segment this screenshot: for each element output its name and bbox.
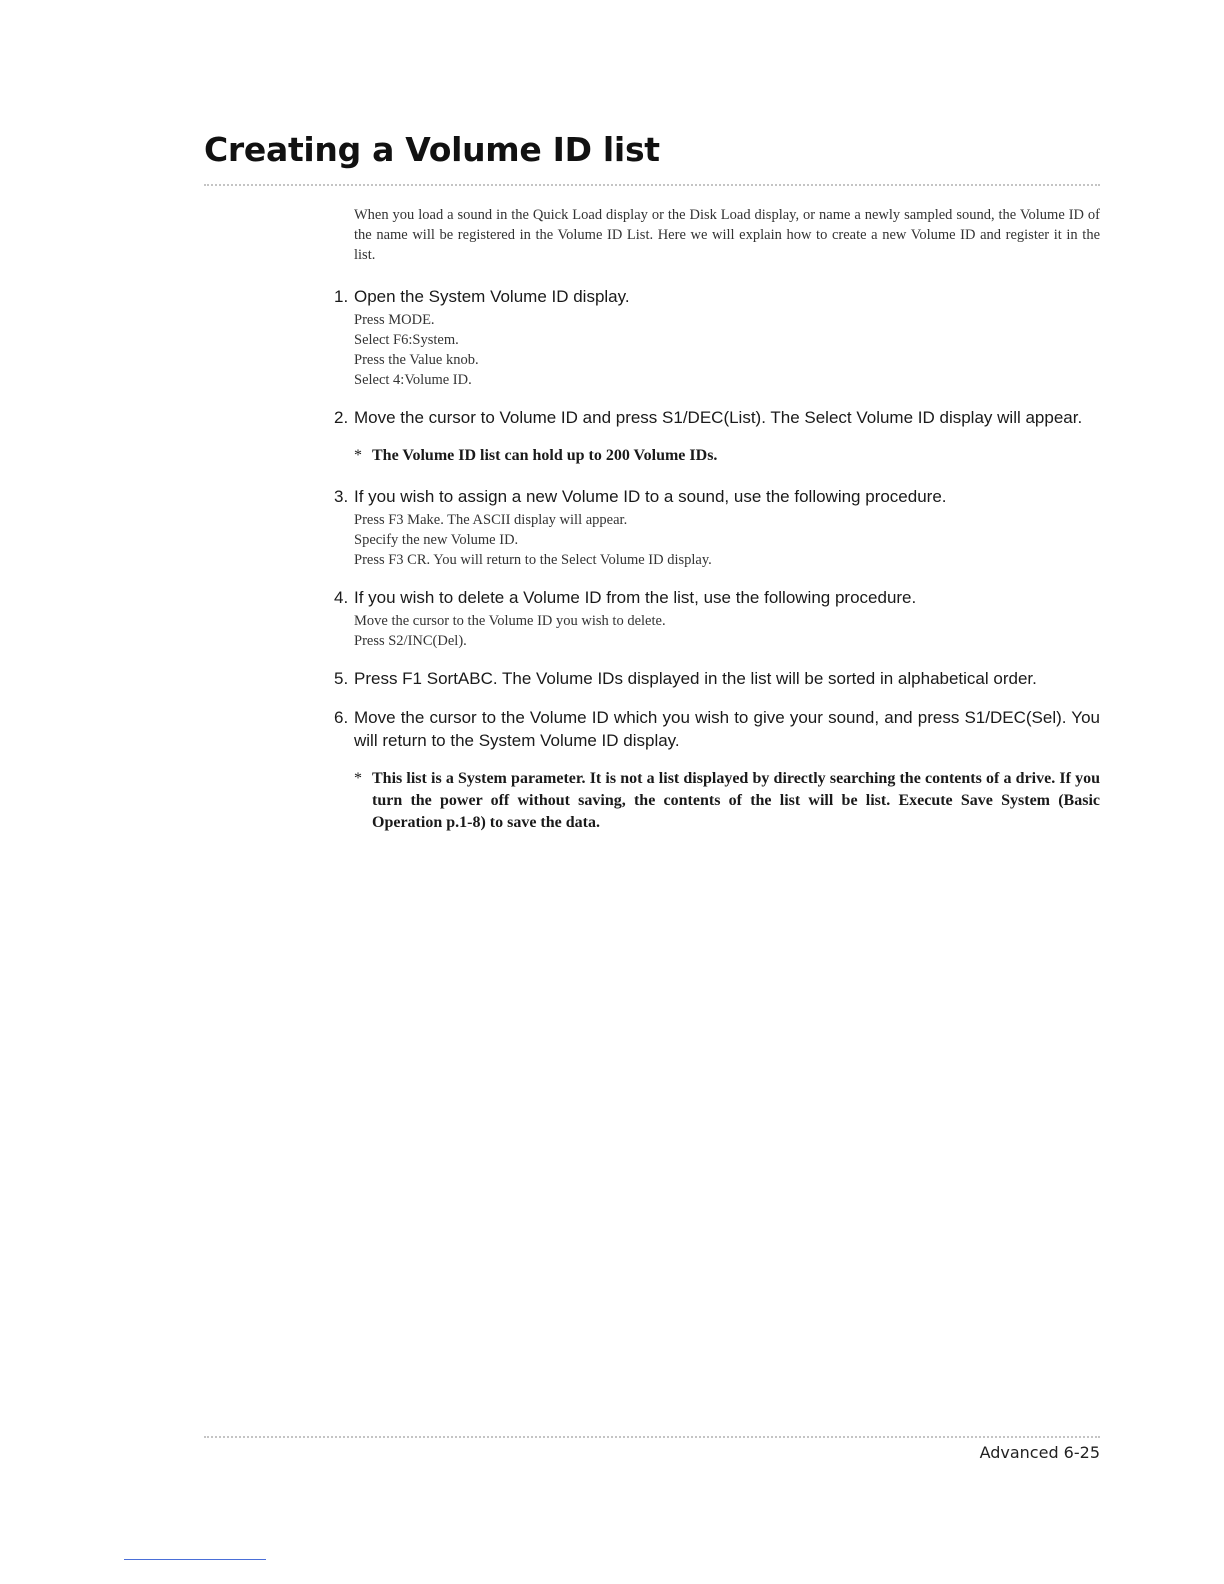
page-number: Advanced 6-25 — [979, 1443, 1100, 1462]
title-divider — [204, 184, 1100, 186]
step-5 — [334, 667, 1100, 690]
step-number: 2. — [334, 408, 349, 427]
page-title: Creating a Volume ID list — [204, 130, 660, 169]
step-number: 4. — [334, 588, 349, 607]
footer-divider — [204, 1436, 1100, 1438]
step-text: If you wish to delete a Volume ID from the list, use the following procedure. — [354, 588, 917, 607]
substep: Specify the new Volume ID. — [354, 532, 519, 548]
step-text: Move the cursor to Volume ID and press S1/DEC(List). The Select Volume ID display will appear. — [354, 408, 1083, 427]
step-number: 1. — [334, 287, 349, 306]
note-star: * — [354, 447, 362, 464]
substep: Press the Value knob. — [354, 352, 479, 368]
step-1 — [334, 285, 1100, 390]
note-star: * — [354, 770, 362, 787]
step-number: 5. — [334, 669, 349, 688]
substep: Press F3 Make. The ASCII display will appear. — [354, 512, 628, 528]
note-capacity — [354, 445, 1100, 467]
step-6 — [334, 706, 1100, 752]
step-2 — [334, 406, 1100, 429]
step-3 — [334, 485, 1100, 570]
footnote-rule — [124, 1559, 266, 1560]
step-text: Press F1 SortABC. The Volume IDs displayed in the list will be sorted in alphabetical order. — [354, 669, 1037, 688]
substep-list — [354, 611, 1100, 651]
substep: Press MODE. — [354, 312, 435, 328]
note-text: The Volume ID list can hold up to 200 Volume IDs. — [372, 447, 718, 464]
step-4 — [334, 586, 1100, 651]
main-content — [334, 205, 1100, 852]
step-text: Open the System Volume ID display. — [354, 287, 630, 306]
note-text: This list is a System parameter. It is not a list displayed by directly searching the contents of a drive. If you turn the power off without saving, the contents of the list will be list. Execute Save System (Basic Operation p.1-8) to save the data. — [372, 770, 1100, 831]
step-text: Move the cursor to the Volume ID which you wish to give your sound, and press S1/DEC(Sel). You will return to the System Volume ID display. — [354, 708, 1100, 750]
substep: Press F3 CR. You will return to the Select Volume ID display. — [354, 552, 712, 568]
step-number: 3. — [334, 487, 349, 506]
step-number: 6. — [334, 708, 349, 727]
substep: Move the cursor to the Volume ID you wish to delete. — [354, 613, 666, 629]
intro-paragraph: When you load a sound in the Quick Load display or the Disk Load display, or name a newly sampled sound, the Volume ID of the name will be registered in the Volume ID List. Here we will explain how to create a new Volume ID and register it in the list. — [354, 207, 1100, 263]
substep-list — [354, 310, 1100, 390]
substep: Press S2/INC(Del). — [354, 633, 467, 649]
substep-list — [354, 510, 1100, 570]
note-system-parameter — [354, 768, 1100, 834]
step-text: If you wish to assign a new Volume ID to a sound, use the following procedure. — [354, 487, 947, 506]
substep: Select F6:System. — [354, 332, 459, 348]
substep: Select 4:Volume ID. — [354, 372, 472, 388]
